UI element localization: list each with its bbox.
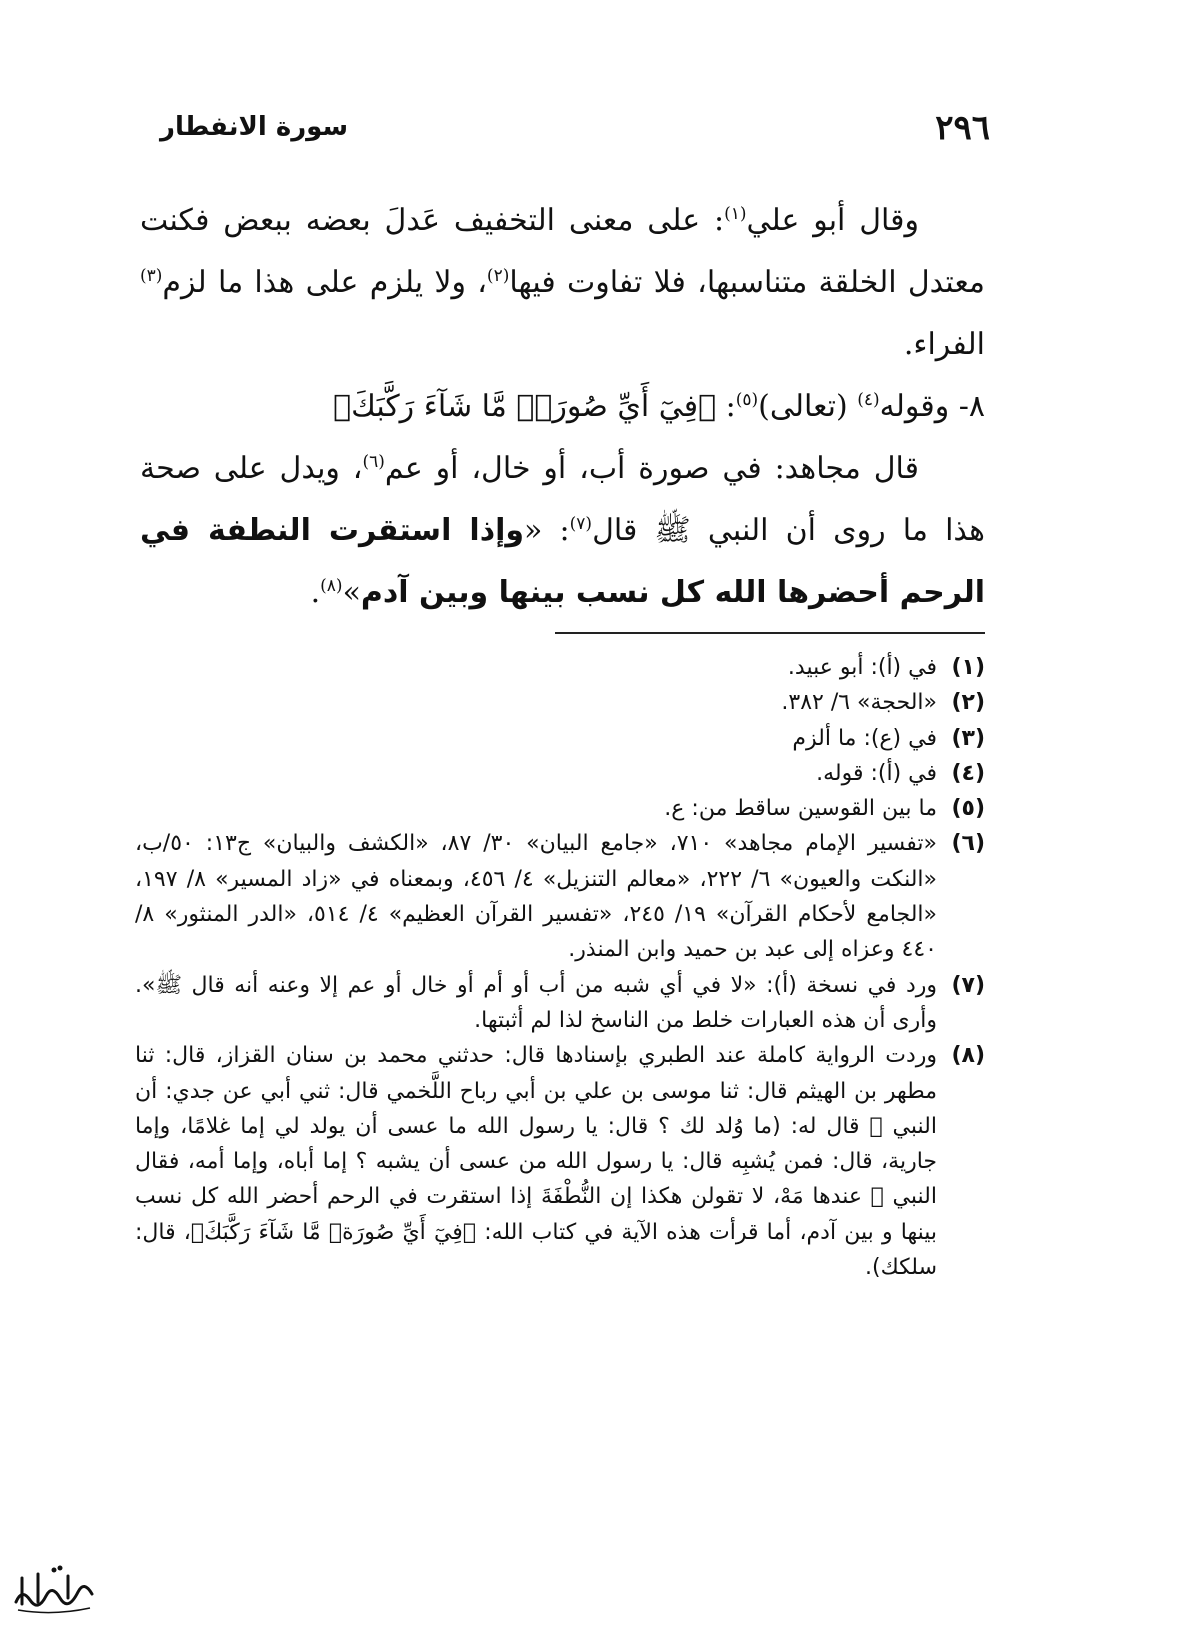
paragraph-abu-ali: وقال أبو علي$^{(١)}$: على معنى التخفيف عَدلَ بعضه ببعض فكنت معتدل الخلقة متناسبها، فلا تفاوت فيها$^{(٢)}$، ولا يلزم على هذا ما لزم$^{(٣)}$ الفراء. <box>140 203 985 362</box>
paragraph-mujahid: قال مجاهد: في صورة أب، أو خال، أو عم$^{(٦)}$، ويدل على صحة هذا ما روى أن النبي ﷺ قال$^{(٧)}$: «وإذا استقرت النطفة في الرحم أحضرها الله كل نسب بينها وبين آدم»$^{(٨)}$. <box>140 451 986 610</box>
footnote-item <box>135 968 985 1039</box>
footnote-item <box>135 1038 985 1285</box>
footnote-number: (٦) <box>951 831 985 857</box>
footnote-text: «الحجة» ٦/ ٣٨٢. <box>781 690 937 716</box>
footnote-ref: (٤) <box>857 390 880 410</box>
footnote-ref: (٥) <box>735 390 759 410</box>
publisher-logo <box>8 1558 98 1618</box>
paragraph-verse-8: ٨- وقوله$^{(٤)}$ (تعالى)$^{(٥)}$: ﴿فِيٓ أَيِّ صُورَةٖ مَّا شَآءَ رَكَّبَكَ﴾ <box>333 389 985 424</box>
footnote-item <box>135 791 985 826</box>
footnote-text: «تفسير الإمام مجاهد» ٧١٠، «جامع البيان» ٣٠/ ٨٧، «الكشف والبيان» ج١٣: ٥٠/ب، «النكت والعيون» ٦/ ٢٢٢، «معالم التنزيل» ٤/ ٤٥٦، وبمعناه في «زاد المسير» ٨/ ١٩٧، «الجامع لأحكام القرآن» ١٩/ ٢٤٥، «تفسير القرآن العظيم» ٤/ ٥١٤، «الدر المنثور» ٨/ ٤٤٠ وعزاه إلى عبد بن حميد وابن المنذر. <box>135 831 938 963</box>
footnote-text: في (أ): قوله. <box>816 760 937 786</box>
footnote-ref: (٢) <box>486 266 510 286</box>
footnote-text: في (أ): أبو عبيد. <box>787 655 937 680</box>
main-text <box>140 190 985 624</box>
footnote-text: ورد في نسخة (أ): «لا في أي شبه من أب أو أم أو خال أو عم إلا وعنه أنه قال ﷺ». وأرى أن هذه العبارات خلط من الناسخ لذا لم أثبتها. <box>135 972 937 1033</box>
footnote-item <box>135 685 985 720</box>
footnote-ref: (٦) <box>362 452 385 472</box>
footnote-divider <box>555 632 985 634</box>
footnote-text: وردت الرواية كاملة عند الطبري بإسنادها قال: حدثني محمد بن سنان القزاز، قال: ثنا مطهر بن الهيثم قال: ثنا موسى بن علي بن أبي رباح اللَّخمي قال: ثني أبي عن جدي: أن النبي ﷺ قال له: (ما وُلد لك ؟ قال: يا رسول الله ما عسى أن يولد لي إما غلامًا، وإما جارية، قال: فمن يُشبِه قال: يا رسول الله من عسى أن يشبه ؟ إما أباه، وإما أمه، فقال النبي ﷺ عندها مَهْ، لا تقولن هكذا إن النُّطْفَةَ إذا استقرت في الرحم أحضر الله كل نسب بينها و بين آدم، أما قرأت هذه الآية في كتاب الله: ﴿فِيٓ أَيِّ صُورَةٖ مَّا شَآءَ رَكَّبَكَ﴾، قال: سلكك). <box>135 1043 937 1281</box>
footnote-item <box>135 756 985 791</box>
footnote-number: (٤) <box>951 760 985 786</box>
footnote-number: (٥) <box>951 796 985 822</box>
footnote-text: في (ع): ما ألزم <box>792 725 937 751</box>
page-number: ٢٩٦ <box>935 108 990 148</box>
footnote-item <box>135 721 985 756</box>
footnote-text: ما بين القوسين ساقط من: ع. <box>664 796 937 822</box>
quran-verse: ﴿فِيٓ أَيِّ صُورَةٖ مَّا شَآءَ رَكَّبَكَ﴾ <box>333 389 717 424</box>
footnote-ref: (٧) <box>569 514 593 534</box>
footnotes <box>135 650 985 1285</box>
footnote-item <box>135 826 985 967</box>
footnote-number: (٣) <box>951 725 985 751</box>
footnote-item <box>135 650 985 685</box>
footnote-number: (٢) <box>951 690 985 716</box>
running-title: سورة الانفطار <box>160 112 349 142</box>
hadith-text: وإذا استقرت النطفة في الرحم أحضرها الله كل نسب بينها وبين آدم <box>140 513 985 610</box>
footnote-number: (١) <box>951 655 985 680</box>
footnote-number: (٨) <box>951 1043 985 1069</box>
page-header <box>160 108 990 158</box>
footnote-number: (٧) <box>951 972 985 998</box>
footnote-ref: (٨) <box>320 576 343 596</box>
footnote-ref: (٣) <box>140 266 163 286</box>
footnote-ref: (١) <box>724 204 747 224</box>
